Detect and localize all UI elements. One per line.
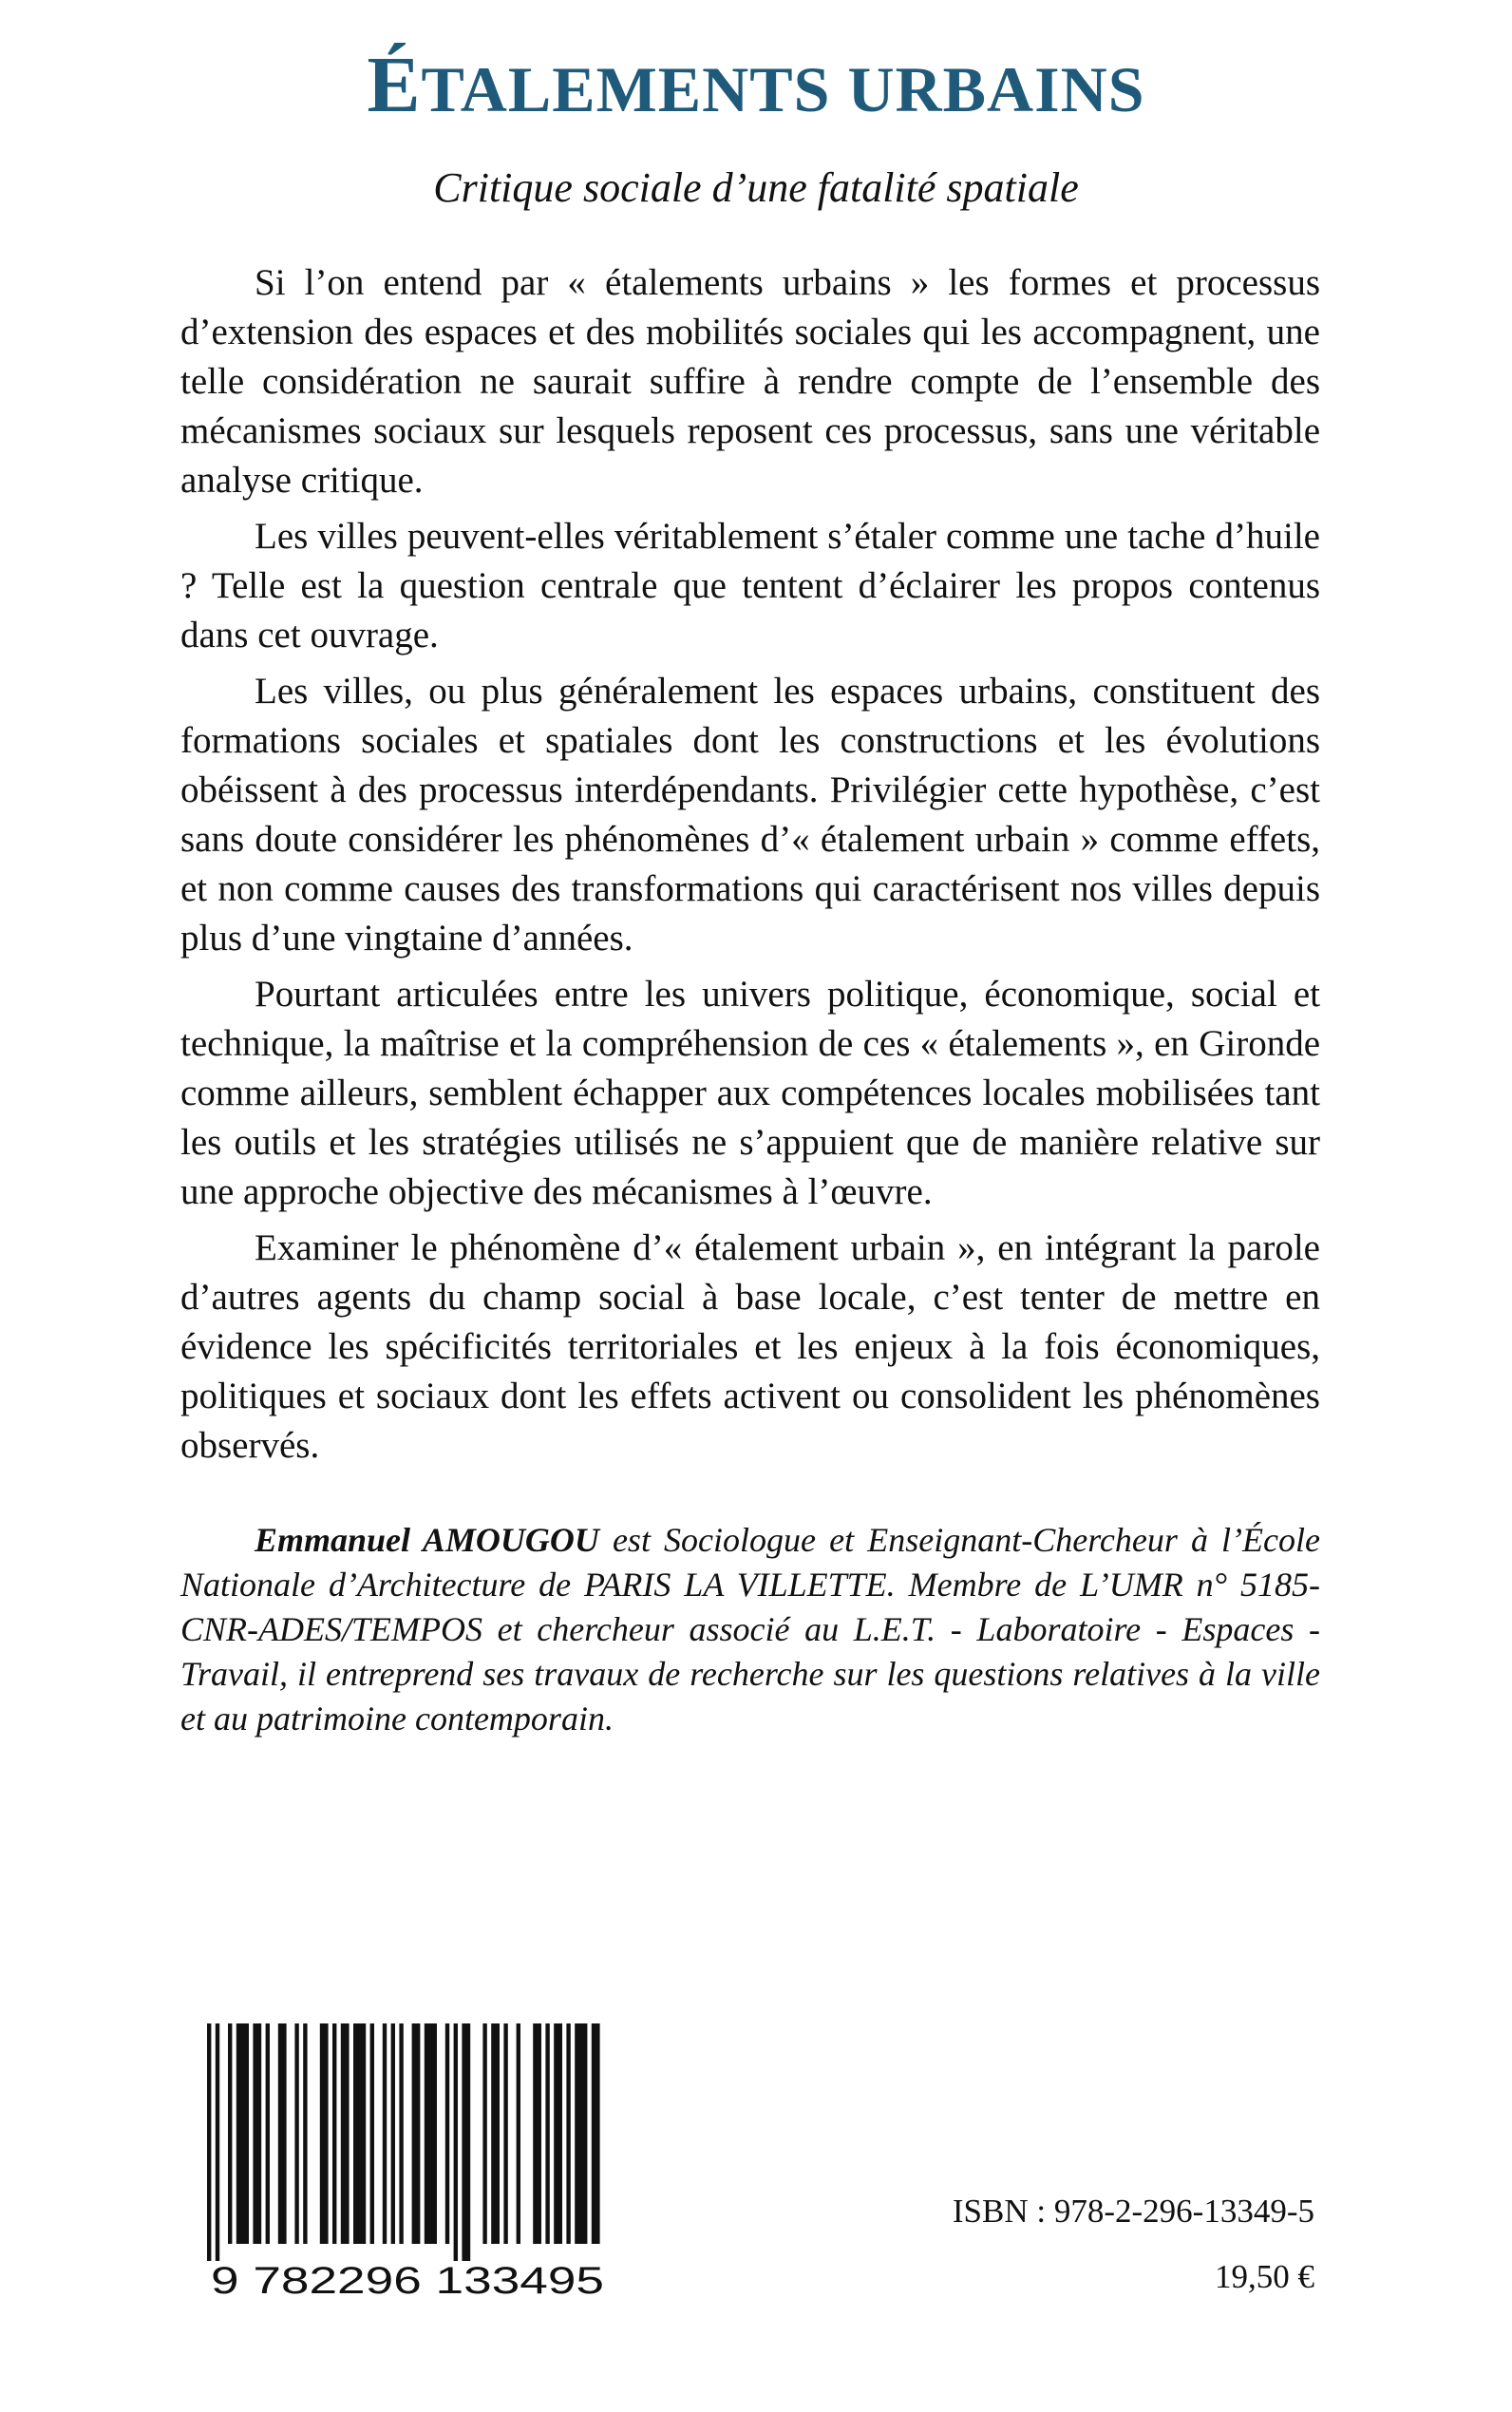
barcode-bar (253, 2023, 261, 2244)
barcode-bar (216, 2023, 219, 2261)
barcode-bar (533, 2023, 541, 2244)
blurb-paragraph-5: Examiner le phénomène d’« étalement urbain », en intégrant la parole d’autres agents du champ social à base locale, c’est tenter de mettre en évidence les spécificités territoriales et les enjeux à la fois économiques, politiques et sociaux dont les effets activent ou consolident les phénomènes observés. (180, 1227, 1320, 1466)
barcode-bar (503, 2023, 507, 2244)
barcode-bar (383, 2023, 387, 2244)
barcode-bar (491, 2023, 500, 2244)
barcode-bar (207, 2023, 211, 2261)
barcode-bar (412, 2023, 421, 2244)
barcode-bar (445, 2023, 449, 2244)
blurb (180, 258, 1320, 1477)
price: 19,50 € (1215, 2258, 1314, 2295)
barcode-bar (566, 2023, 570, 2244)
barcode-bar (425, 2023, 437, 2244)
barcode-bar (575, 2023, 587, 2244)
barcode-bar (332, 2023, 336, 2244)
barcode (203, 2023, 612, 2299)
barcode-bar (454, 2023, 458, 2261)
barcode-bar (236, 2023, 249, 2244)
barcode-bar (482, 2023, 486, 2244)
book-title (0, 38, 1512, 137)
blurb-paragraph-4: Pourtant articulées entre les univers politique, économique, social et technique, la maîtrise et la compréhension de ces « étalements », en Gironde comme ailleurs, semblent échapper aux compétences locales mobilisées tant les outils et les stratégies utilisés ne s’appuient que de manière relative sur une approche objective des mécanismes à l’œuvre. (180, 974, 1320, 1212)
barcode-bar (320, 2023, 329, 2244)
isbn: ISBN : 978-2-296-13349-5 (952, 2193, 1314, 2230)
author-bio (180, 1518, 1320, 1741)
barcode-bar (370, 2023, 374, 2244)
barcode-bar (554, 2023, 562, 2244)
barcode-bar (303, 2023, 307, 2244)
barcode-bar (294, 2023, 298, 2244)
barcode-digits: 9 782296 133495 (211, 2260, 604, 2299)
barcode-bar (391, 2023, 395, 2244)
blurb-paragraph-3: Les villes, ou plus généralement les espaces urbains, constituent des formations sociales et spatiales dont les constructions et les évolutions obéissent à des processus interdépendants. Privilégier cette hypothèse, c’est sans doute considérer les phénomènes d’« étalement urbain » comme effets, et non comme causes des transformations qui caractérisent nos villes depuis plus d’une vingtaine d’années. (180, 671, 1320, 959)
barcode-bars (207, 2023, 600, 2261)
author-bio-text: est Sociologue et Enseignant-Chercheur à l’École Nationale d’Architecture de PARIS LA VILLETTE. Membre de L’UMR n° 5185-CNR-ADES/TEMPOS et chercheur associé au L.E.T. - Laboratoire - Espaces - Travail, il entreprend ses travaux de recherche sur les questions relatives à la ville et au patrimoine contemporain. (180, 1521, 1320, 1738)
barcode-bar (462, 2023, 470, 2261)
barcode-bar (353, 2023, 366, 2244)
barcode-bar (228, 2023, 232, 2244)
barcode-bar (399, 2023, 403, 2244)
author-name: Emmanuel AMOUGOU (255, 1521, 599, 1559)
barcode-bar (341, 2023, 350, 2244)
barcode-bar (592, 2023, 600, 2244)
title-rest: TALEMENTS URBAINS (421, 53, 1145, 125)
blurb-paragraph-2: Les villes peuvent-elles véritablement s’étaler comme une tache d’huile ? Telle est la question centrale que tentent d’éclairer les propos contenus dans cet ouvrage. (180, 516, 1320, 655)
barcode-bar (545, 2023, 549, 2244)
blurb-paragraph-1: Si l’on entend par « étalements urbains » les formes et processus d’extension des espaces et des mobilités sociales qui les accompagnent, une telle considération ne saurait suffire à rendre compte de l’ensemble des mécanismes sociaux sur lesquels reposent ces processus, sans une véritable analyse critique. (180, 262, 1320, 501)
barcode-bar (278, 2023, 287, 2244)
barcode-bar (517, 2023, 520, 2244)
title-initial: É (367, 41, 422, 129)
book-subtitle: Critique sociale d’une fatalité spatiale (433, 164, 1079, 211)
barcode-bar (266, 2023, 270, 2244)
